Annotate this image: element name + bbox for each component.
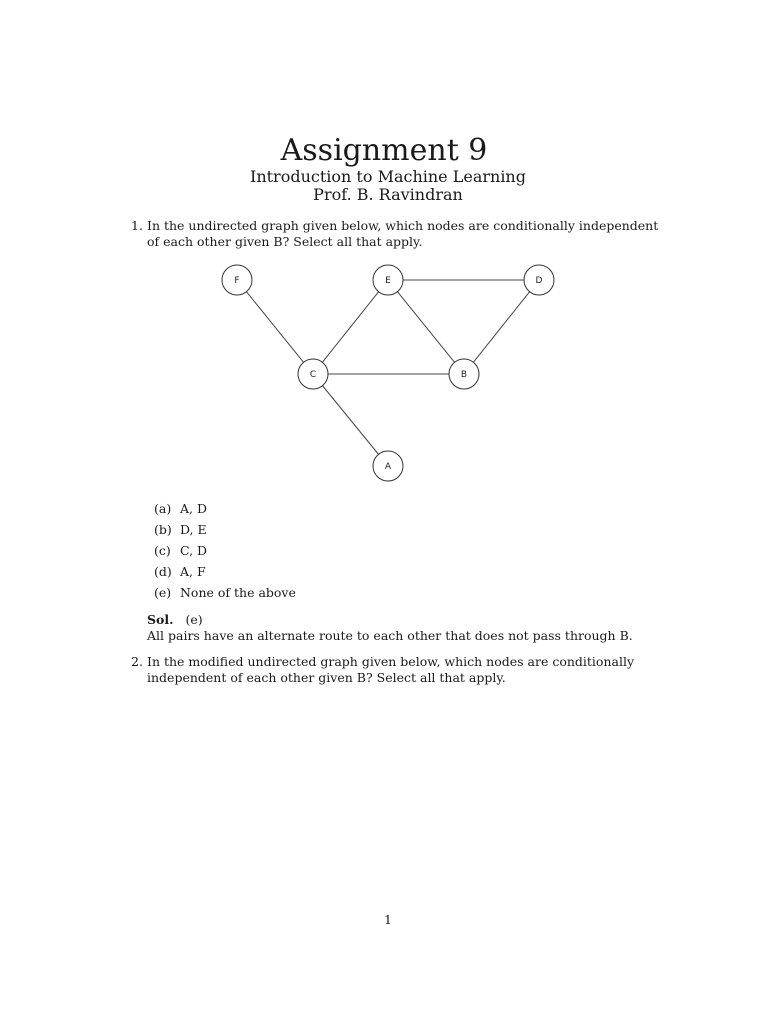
question-1-option-a xyxy=(154,501,207,517)
node-label: E xyxy=(385,276,391,286)
node-b xyxy=(449,359,479,389)
question-1-option-d xyxy=(154,564,206,580)
option-text: D, E xyxy=(179,522,207,537)
question-1-option-e xyxy=(154,585,296,601)
edge-f-c xyxy=(246,292,303,363)
node-label: A xyxy=(384,462,392,472)
question-1-option-b xyxy=(154,522,207,538)
option-label: (c) xyxy=(154,543,171,558)
node-e xyxy=(373,265,403,295)
solution-answer: (e) xyxy=(185,612,203,627)
course-name: Introduction to Machine Learning xyxy=(250,167,526,186)
node-c xyxy=(298,359,328,389)
question-2-number: 2. xyxy=(131,654,143,669)
question-1-solution xyxy=(147,612,203,628)
option-label: (d) xyxy=(154,564,172,579)
page-title: Assignment 9 xyxy=(280,133,488,168)
option-text: A, F xyxy=(179,564,206,579)
question-1-option-c xyxy=(154,543,207,559)
option-text: C, D xyxy=(179,543,208,558)
page-number: 1 xyxy=(384,912,392,927)
solution-explanation: All pairs have an alternate route to each other that does not pass through B. xyxy=(147,628,633,643)
option-label: (e) xyxy=(154,585,172,600)
question-1-text: In the undirected graph given below, which nodes are conditionally independent of each other given B? Select all that apply. xyxy=(147,218,659,249)
option-text: A, D xyxy=(179,501,207,516)
option-label: (b) xyxy=(154,522,172,537)
node-label: F xyxy=(234,276,240,286)
solution-label: Sol. xyxy=(147,612,174,627)
node-label: B xyxy=(460,370,468,380)
node-label: C xyxy=(309,370,317,380)
professor-name: Prof. B. Ravindran xyxy=(313,185,463,204)
edge-e-c xyxy=(322,292,378,363)
node-f xyxy=(222,265,252,295)
edge-d-b xyxy=(473,292,529,363)
node-a xyxy=(373,451,403,481)
option-text: None of the above xyxy=(179,585,296,600)
question-1-number: 1. xyxy=(131,218,143,233)
edge-c-a xyxy=(322,386,378,455)
option-label: (a) xyxy=(154,501,172,516)
question-2-text: In the modified undirected graph given below, which nodes are conditionally independent of each other given B? Select all that apply. xyxy=(147,654,635,685)
node-d xyxy=(524,265,554,295)
node-label: D xyxy=(535,276,543,286)
edge-e-b xyxy=(397,292,454,363)
